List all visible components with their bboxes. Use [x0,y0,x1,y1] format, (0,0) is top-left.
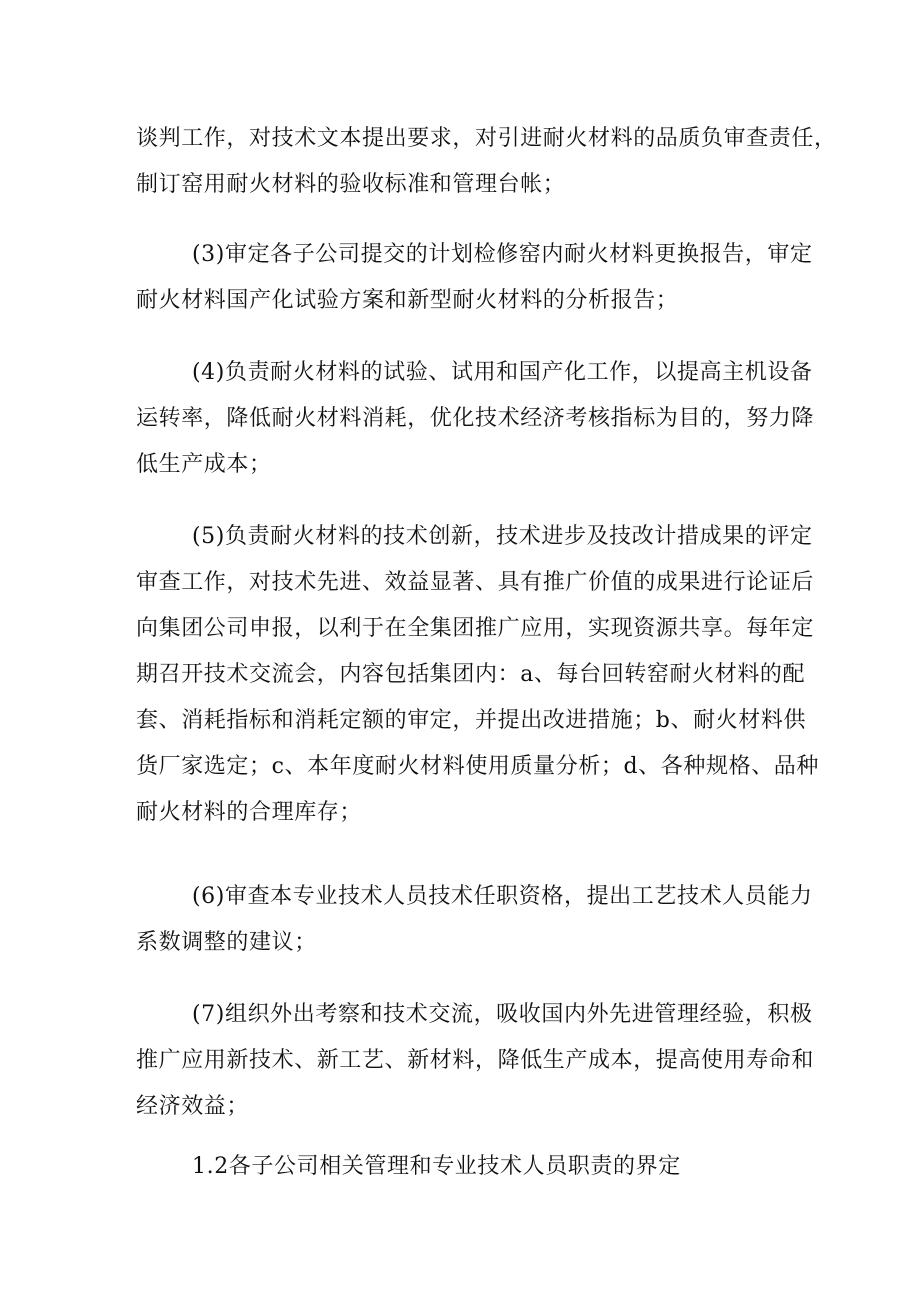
text-line: 耐火材料的合理库存； [136,800,363,825]
text-line: 向集团公司申报，以利于在全集团推广应用，实现资源共享。每年定 [136,616,815,641]
text-line: 经济效益； [136,1094,250,1119]
text-line: (4)负责耐火材料的试验、试用和国产化工作，以提高主机设备 [192,360,813,385]
paragraph-continuation [136,116,837,208]
text-line: (3)审定各子公司提交的计划检修窑内耐火材料更换报告，审定 [192,242,813,267]
text-line: 套、消耗指标和消耗定额的审定，并提出改进措施；b、耐火材料供 [136,708,807,733]
section-heading: 1.2各子公司相关管理和专业技术人员职责的界定 [192,1154,681,1179]
text-line: 低生产成本； [136,452,272,477]
paragraph-item-7 [136,992,815,1130]
paragraph-item-5 [136,514,820,836]
text-line: 期召开技术交流会，内容包括集团内：a、每台回转窑耐火材料的配 [136,662,806,687]
text-line: 谈判工作，对技术文本提出要求，对引进耐火材料的品质负审查责任， [136,126,837,151]
text-line: (5)负责耐火材料的技术创新，技术进步及技改计措成果的评定 [192,524,813,549]
paragraph-item-4 [136,350,815,488]
text-line: (7)组织外出考察和技术交流，吸收国内外先进管理经验，积极 [192,1002,813,1027]
text-line: 运转率，降低耐火材料消耗，优化技术经济考核指标为目的，努力降 [136,406,815,431]
text-line: 推广应用新技术、新工艺、新材料，降低生产成本，提高使用寿命和 [136,1048,815,1073]
paragraph-item-6 [136,874,813,966]
text-line: 系数调整的建议； [136,930,317,955]
text-line: 审查工作，对技术先进、效益显著、具有推广价值的成果进行论证后 [136,570,815,595]
text-line: 制订窑用耐火材料的验收标准和管理台帐； [136,172,566,197]
text-line: (6)审查本专业技术人员技术任职资格，提出工艺技术人员能力 [192,884,813,909]
paragraph-item-3 [136,232,813,324]
text-line: 货厂家选定；c、本年度耐火材料使用质量分析；d、各种规格、品种 [136,754,820,779]
text-line: 耐火材料国产化试验方案和新型耐火材料的分析报告； [136,288,679,313]
